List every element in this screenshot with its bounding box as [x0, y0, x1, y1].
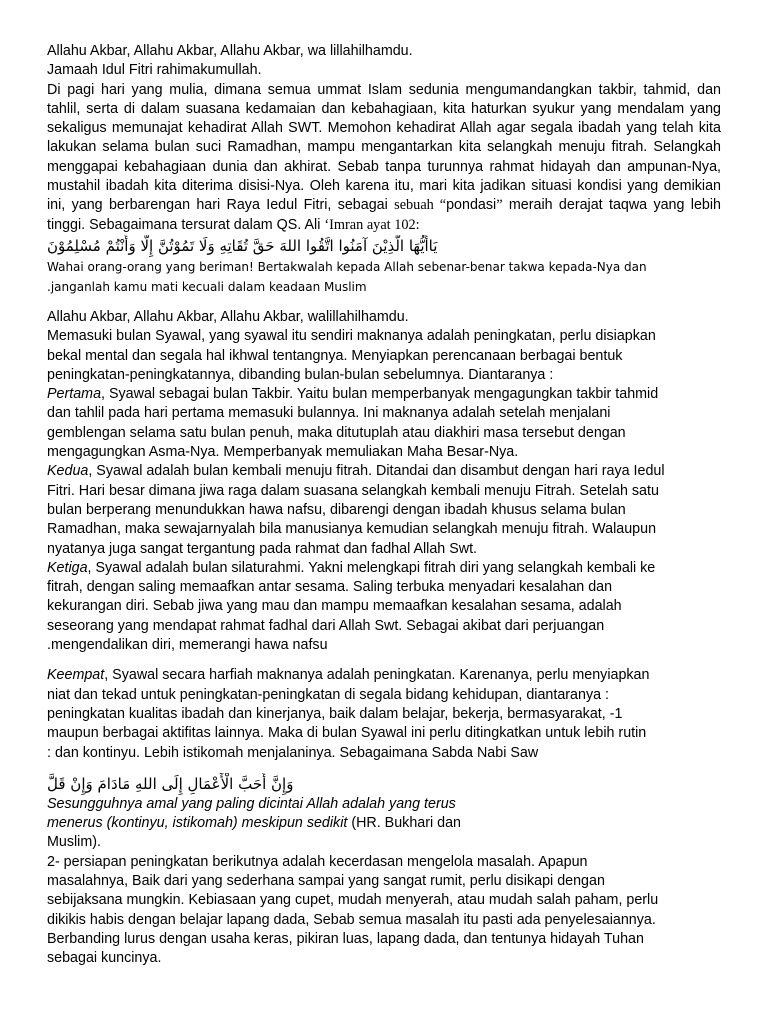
hadith-arabic: وَإِنَّ أَحَبَّ الْأَعْمَالِ إِلَى اللهِ مَادَامَ وَإِنْ قَلَّ [47, 774, 294, 793]
opening-paragraph: Di pagi hari yang mulia, dimana semua ummat Islam sedunia mengumandangkan takbir, tahmid, dan tahlil, serta di dalam suasana kedamaian dan kebahagiaan, kita haturkan syukur yang mendalam yang sekaligus memunajat kehadirat Allah SWT. Memohon kehadirat Allah agar segala ibadah yang telah kita lakukan selama bulan suci Ramadhan, mampu mengantarkan kita selangkah menuju fitrah. Selangkah menggapai kebahagiaan dunia dan akhirat. Sebab tanpa turunnya rahmat hidayah dan ampunan-Nya, mustahil ibadah kita diterima disisi-Nya. Oleh karena itu, mari kita jadikan situasi kondisi yang demikian ini, yang berbarengan hari Raya Iedul Fitri, sebagai sebuah “pondasi” meraih derajat taqwa yang lebih tinggi. Sebagaimana tersurat dalam QS. Ali ‘Imran ayat 102: [47, 81, 721, 233]
pertama-line-2: dan tahlil pada hari pertama memasuki bulannya. Ini maknanya adalah setelah menjalani [47, 405, 611, 422]
syawal-intro-line-3: peningkatan-peningkatannya, dibanding bulan-bulan sebelumnya. Diantaranya : [47, 366, 554, 383]
section-gap [47, 655, 721, 666]
verse-translation-line-2: .janganlah kamu mati kecuali dalam keadaan Muslim [47, 279, 367, 294]
hadith-translation-line-1: Sesungguhnya amal yang paling dicintai Allah adalah yang terus [47, 795, 456, 812]
keempat-line-2: niat dan tekad untuk peningkatan-peningkatan di segala bidang kehidupan, diantaranya : [47, 686, 609, 703]
kedua-line-5: nyatanya juga sangat tergantung pada rahmat dan fadhal Allah Swt. [47, 540, 478, 557]
pertama-line-4: mengagungkan Asma-Nya. Memperbanyak memuliakan Maha Besar-Nya. [47, 444, 519, 461]
greeting-line: Jamaah Idul Fitri rahimakumullah. [47, 62, 262, 79]
hadith-reference: Muslim). [47, 834, 102, 851]
keempat-line-1: Keempat, Syawal secara harfiah maknanya adalah peningkatan. Karenanya, perlu menyiapkan [47, 667, 650, 684]
ketiga-line-2: fitrah, dengan saling memaafkan antar sesama. Saling terbuka menyadari kesalahan dan [47, 579, 613, 596]
kedua-line-3: bulan berperang menundukkan hawa nafsu, dibarengi dengan ibadah khusus selama bulan [47, 501, 626, 518]
pertama-label: Pertama [47, 386, 102, 403]
point-2-line-3: sebijaksana mungkin. Kebiasaan yang cupet, mudah menyerah, atau mudah salah paham, perlu [47, 892, 659, 909]
syawal-intro-line-1: Memasuki bulan Syawal, yang syawal itu sendiri maknanya adalah peningkatan, perlu disiapkan [47, 328, 656, 345]
pertama-line-1: Pertama, Syawal sebagai bulan Takbir. Yaitu bulan memperbanyak mengagungkan takbir tahmid [47, 386, 659, 403]
quran-verse-arabic: يَاأَيُّهَا الَّذِيْنَ آمَنُوا اتَّقُوا اللهَ حَقَّ تُقَاتِهِ وَلَا تَمُوْتُنَّ إِلَّا وَأَنْتُمْ مُسْلِمُوْنَ [47, 236, 438, 255]
point-2-line-6: sebagai kuncinya. [47, 950, 162, 967]
hadith-translation-line-2: menerus (kontinyu, istikomah) meskipun sedikit (HR. Bukhari dan [47, 815, 461, 832]
ketiga-line-5: .mengendalikan diri, memerangi hawa nafsu [47, 637, 328, 654]
section-gap [47, 763, 721, 773]
point-2-line-1: 2- persiapan peningkatan berikutnya adalah kecerdasan mengelola masalah. Apapun [47, 853, 588, 870]
keempat-line-3: peningkatan kualitas ibadah dan kinerjanya, baik dalam belajar, bekerja, bermasyarakat, -1 [47, 705, 623, 722]
kedua-line-2: Fitri. Hari besar dimana jiwa raga dalam suasana selangkah kembali menuju Fitrah. Setelah satu [47, 482, 659, 499]
ketiga-label: Ketiga [47, 559, 88, 576]
ketiga-line-3: kekurangan diri. Sebab jiwa yang mau dan mampu memaafkan kesalahan sesama, adalah [47, 598, 622, 615]
takbir-line-1: Allahu Akbar, Allahu Akbar, Allahu Akbar, wa lillahilhamdu. [47, 43, 413, 59]
section-gap [47, 297, 721, 308]
pertama-line-3: gemblengan selama satu bulan penuh, maka ditutuplah atau diakhiri masa tersebut dengan [47, 424, 626, 441]
takbir-line-2: Allahu Akbar, Allahu Akbar, Allahu Akbar, walillahilhamdu. [47, 308, 409, 325]
ketiga-line-1: Ketiga, Syawal adalah bulan silaturahmi. Yakni melengkapi fitrah diri yang selangkah kembali ke [47, 559, 656, 576]
verse-translation-line-1: Wahai orang-orang yang beriman! Bertakwalah kepada Allah sebenar-benar takwa kepada-Nya dan [47, 259, 647, 274]
keempat-line-4: maupun berbagai aktifitas lainnya. Maka di bulan Syawal ini perlu ditingkatkan untuk lebih rutin [47, 725, 647, 742]
point-2-line-5: Berbanding lurus dengan usaha keras, pikiran luas, lapang dada, dan tentunya hidayah Tuhan [47, 930, 644, 947]
document-page [47, 42, 721, 968]
kedua-line-1: Kedua, Syawal adalah bulan kembali menuju fitrah. Ditandai dan disambut dengan hari raya Iedul [47, 463, 665, 480]
keempat-label: Keempat [47, 667, 105, 684]
kedua-label: Kedua [47, 463, 89, 480]
syawal-intro-line-2: bekal mental dan segala hal ikhwal tentangnya. Menyiapkan perencanaan berbagai bentuk [47, 347, 623, 364]
ketiga-line-4: seseorang yang mendapat rahmat fadhal dari Allah Swt. Sebagai akibat dari perjuangan [47, 617, 605, 634]
kedua-line-4: Ramadhan, maka sewajarnyalah bila manusianya kemudian selangkah menuju fitrah. Walaupun [47, 521, 657, 538]
keempat-line-5: : dan kontinyu. Lebih istikomah menjalaninya. Sebagaimana Sabda Nabi Saw [47, 744, 539, 761]
point-2-line-2: masalahnya, Baik dari yang sederhana sampai yang sangat rumit, perlu disikapi dengan [47, 872, 605, 889]
point-2-line-4: dikikis habis dengan belajar lapang dada, Sebab semua masalah itu pasti ada penyelesaiannya. [47, 911, 656, 928]
